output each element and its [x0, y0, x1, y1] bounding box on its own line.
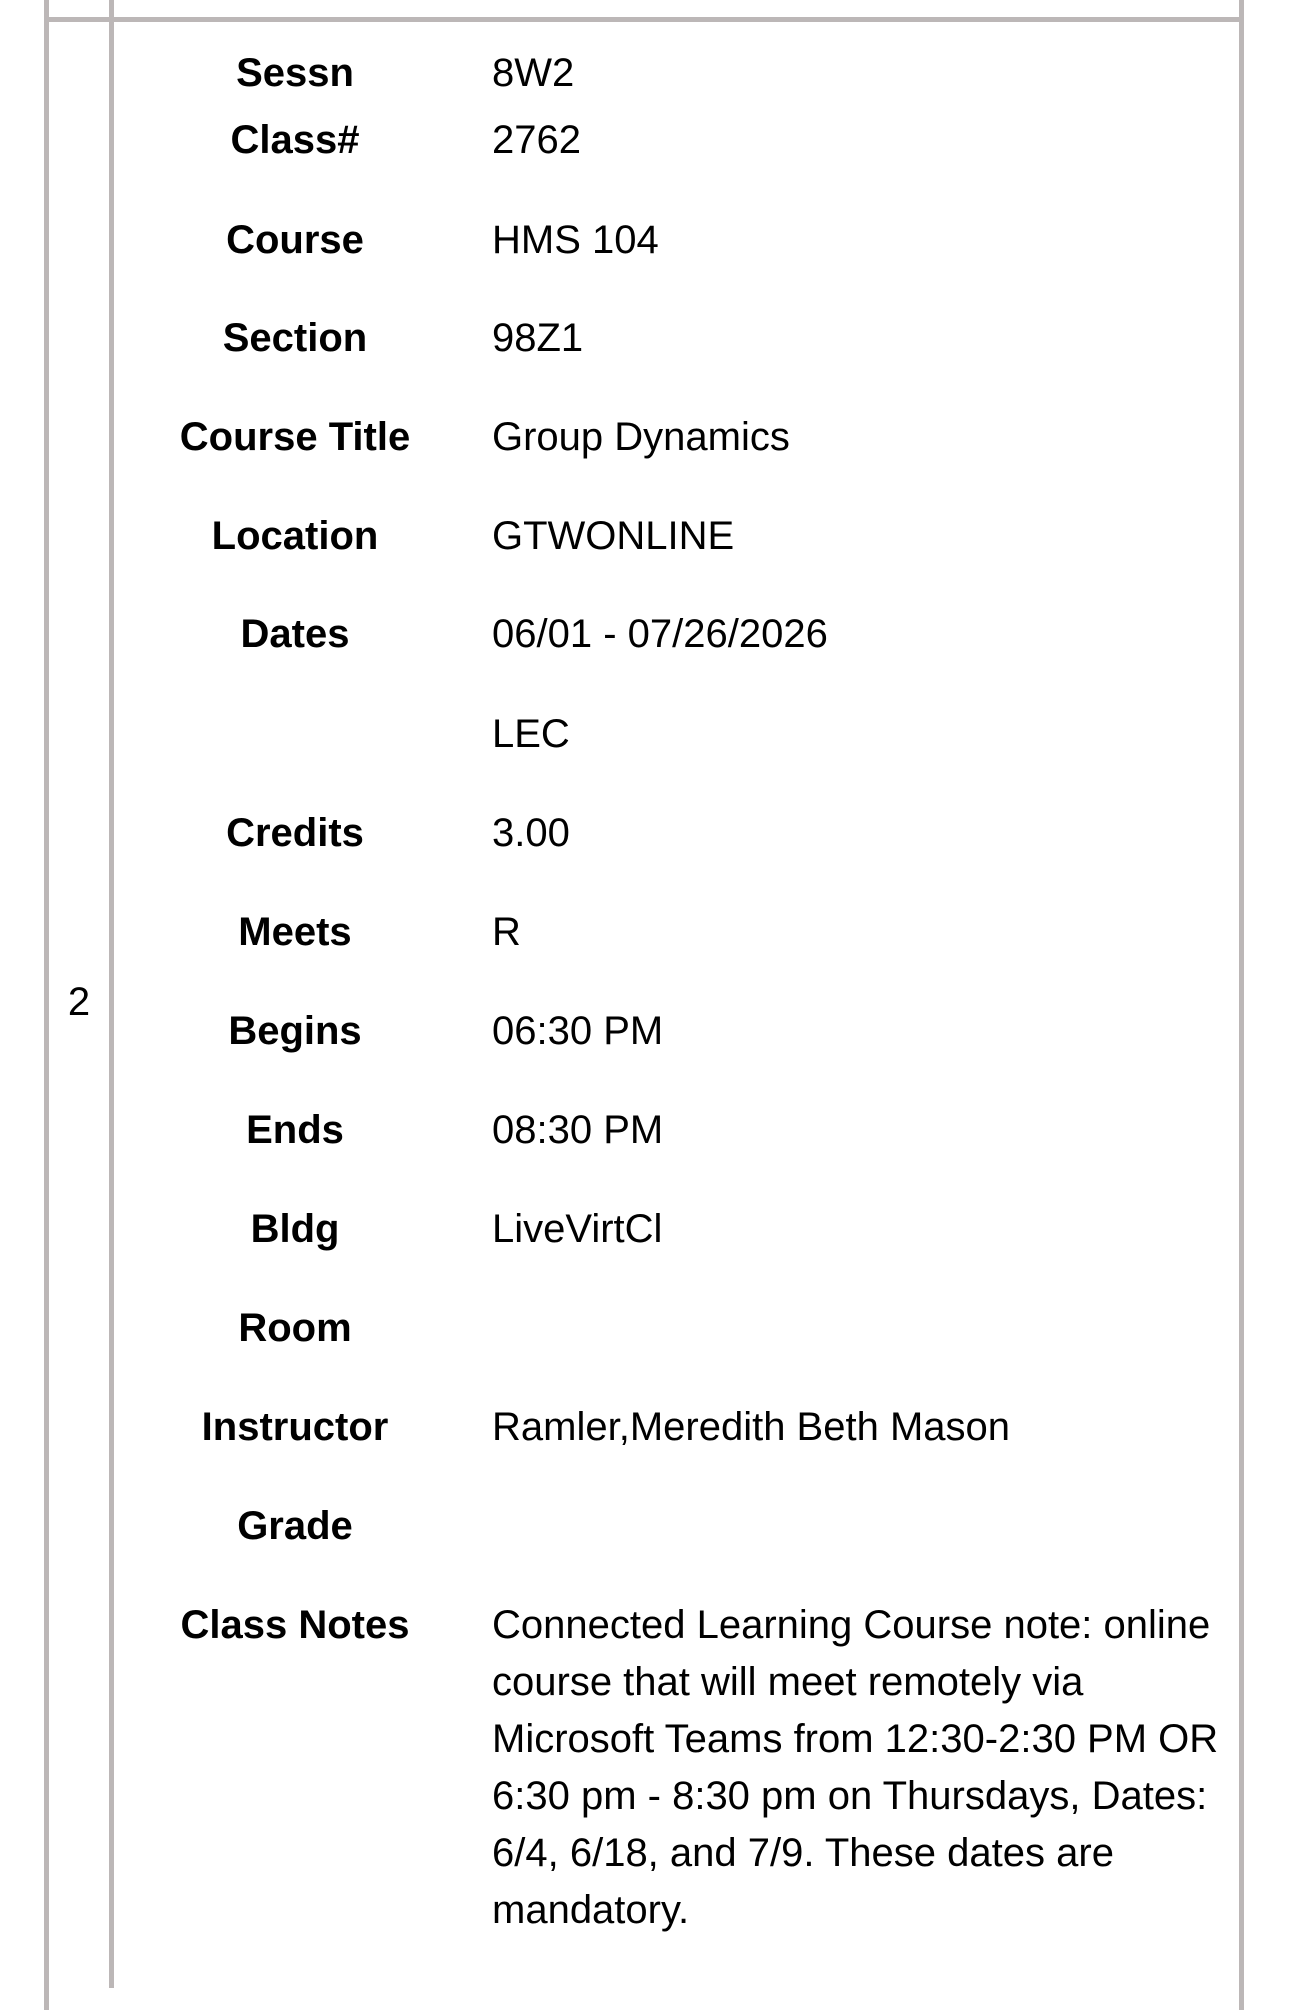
field-value: 2762 [492, 118, 581, 162]
field-value: GTWONLINE [492, 514, 735, 558]
field-value: 08:30 PM [492, 1108, 664, 1152]
class-notes-text: Connected Learning Course note: online course that will meet remotely via Microsoft Teams from 12:30-2:30 PM OR 6:30 pm - 8:30 pm on Thursdays, Dates: 6/4, 6/18, and 7/9. These dates are mandatory. [492, 1603, 1219, 1932]
field-value: 3.00 [492, 811, 570, 855]
column-divider [109, 0, 114, 1988]
field-label: Instructor [201, 1405, 389, 1449]
field-label: Ends [246, 1108, 344, 1152]
field-value: Group Dynamics [492, 415, 790, 459]
previous-row-bottom [44, 0, 1244, 22]
field-label: Credits [226, 811, 364, 855]
field-label: Course Title [179, 415, 411, 459]
field-value: 98Z1 [492, 316, 584, 360]
field-label: Sessn [236, 51, 354, 95]
field-label: Location [211, 514, 379, 558]
field-value: Ramler,Meredith Beth Mason [492, 1405, 1011, 1449]
field-label: Bldg [250, 1207, 340, 1251]
field-label: Course [226, 218, 364, 262]
field-label: Section [222, 316, 368, 360]
field-label: Class Notes [180, 1603, 410, 1647]
field-value: 06:30 PM [492, 1009, 664, 1053]
field-label: Grade [237, 1504, 353, 1548]
field-label: Class# [230, 118, 360, 162]
field-label: Room [238, 1306, 352, 1350]
field-value: LiveVirtCl [492, 1207, 663, 1251]
field-label: Dates [240, 612, 350, 656]
field-value: 8W2 [492, 51, 575, 95]
field-value: LEC [492, 712, 570, 756]
field-value: 06/01 - 07/26/2026 [492, 612, 828, 656]
field-label: Begins [228, 1009, 362, 1053]
field-label: Meets [238, 910, 352, 954]
field-value: R [492, 910, 521, 954]
field-value: HMS 104 [492, 218, 659, 262]
row-number: 2 [67, 980, 91, 1024]
